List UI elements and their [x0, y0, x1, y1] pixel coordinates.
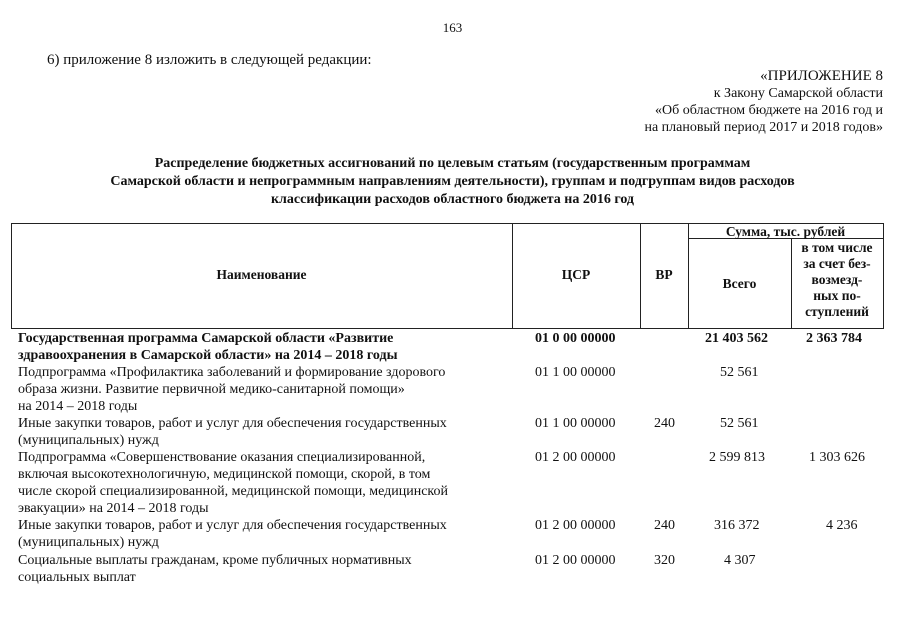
row-name-line: Подпрограмма «Совершенствование оказания специализированной,: [18, 450, 426, 465]
row-csr: 01 1 00 00000: [535, 365, 616, 380]
row-free: 1 303 626: [809, 450, 865, 465]
row-total: 316 372: [714, 518, 760, 533]
row-name-line: Иные закупки товаров, работ и услуг для обеспечения государственных: [18, 518, 447, 533]
header-total: Всего: [722, 276, 757, 291]
table-border-header-bottom: [11, 328, 883, 329]
row-csr: 01 2 00 00000: [535, 518, 616, 533]
row-free: 4 236: [826, 518, 858, 533]
row-name-line: Социальные выплаты гражданам, кроме публичных нормативных: [18, 553, 412, 568]
row-name-line: числе скорой специализированной, медицинской помощи, медицинской: [18, 484, 449, 499]
table-border-right: [883, 223, 884, 329]
row-total: 52 561: [720, 365, 759, 380]
intro-text: 6) приложение 8 изложить в следующей редакции:: [47, 52, 372, 68]
row-vr: 320: [654, 553, 675, 568]
row-name-line: Подпрограмма «Профилактика заболеваний и формирование здорового: [18, 365, 446, 380]
appendix-line: на плановый период 2017 и 2018 годов»: [644, 120, 883, 135]
row-csr: 01 2 00 00000: [535, 450, 616, 465]
row-free: 2 363 784: [806, 331, 862, 346]
row-name-line: эвакуации» на 2014 – 2018 годы: [18, 501, 209, 516]
row-name: [18, 364, 512, 415]
row-name-line: Государственная программа Самарской области «Развитие: [18, 331, 394, 346]
row-vr: 240: [654, 416, 675, 431]
header-free-line: за счет без-: [803, 256, 871, 271]
row-total: 52 561: [720, 416, 759, 431]
header-name: Наименование: [216, 267, 307, 282]
row-name-line: социальных выплат: [18, 570, 136, 585]
row-name-line: здравоохранения в Самарской области» на 2014 – 2018 годы: [18, 348, 398, 363]
header-csr: ЦСР: [561, 267, 591, 282]
header-free-line: в том числе: [801, 240, 873, 255]
row-csr: 01 1 00 00000: [535, 416, 616, 431]
row-vr: 240: [654, 518, 675, 533]
row-name-line: включая высокотехнологичную, медицинской помощи, скорой, в том: [18, 467, 431, 482]
title-line: классификации расходов областного бюджета на 2016 год: [270, 192, 635, 207]
title-line: Распределение бюджетных ассигнований по целевым статьям (государственным программам: [154, 156, 751, 171]
row-csr: 01 0 00 00000: [535, 331, 616, 346]
row-name-line: (муниципальных) нужд: [18, 433, 159, 448]
row-name: [18, 415, 512, 449]
header-sum-group: Сумма, тыс. рублей: [725, 224, 846, 239]
appendix-line: «ПРИЛОЖЕНИЕ 8: [760, 68, 883, 84]
header-free: [791, 240, 883, 320]
row-name: [18, 330, 512, 364]
row-name-line: образа жизни. Развитие первичной медико-санитарной помощи»: [18, 382, 405, 397]
row-csr: 01 2 00 00000: [535, 553, 616, 568]
header-free-line: ступлений: [805, 304, 869, 319]
row-name-line: Иные закупки товаров, работ и услуг для обеспечения государственных: [18, 416, 447, 431]
row-total: 4 307: [724, 553, 756, 568]
row-name-line: на 2014 – 2018 годы: [18, 399, 138, 414]
header-vr: ВР: [655, 267, 673, 282]
row-total: 21 403 562: [705, 331, 768, 346]
header-free-line: ных по-: [813, 288, 861, 303]
appendix-line: «Об областном бюджете на 2016 год и: [655, 103, 883, 118]
header-free-line: возмезд-: [811, 272, 863, 287]
page-number: 163: [442, 20, 463, 35]
row-name: [18, 517, 512, 551]
row-name: [18, 449, 512, 517]
appendix-line: к Закону Самарской области: [713, 86, 883, 101]
title-line: Самарской области и непрограммным направлениям деятельности), группам и подгруппам видов расходов: [110, 174, 795, 189]
row-total: 2 599 813: [709, 450, 765, 465]
row-name-line: (муниципальных) нужд: [18, 535, 159, 550]
row-name: [18, 552, 512, 586]
